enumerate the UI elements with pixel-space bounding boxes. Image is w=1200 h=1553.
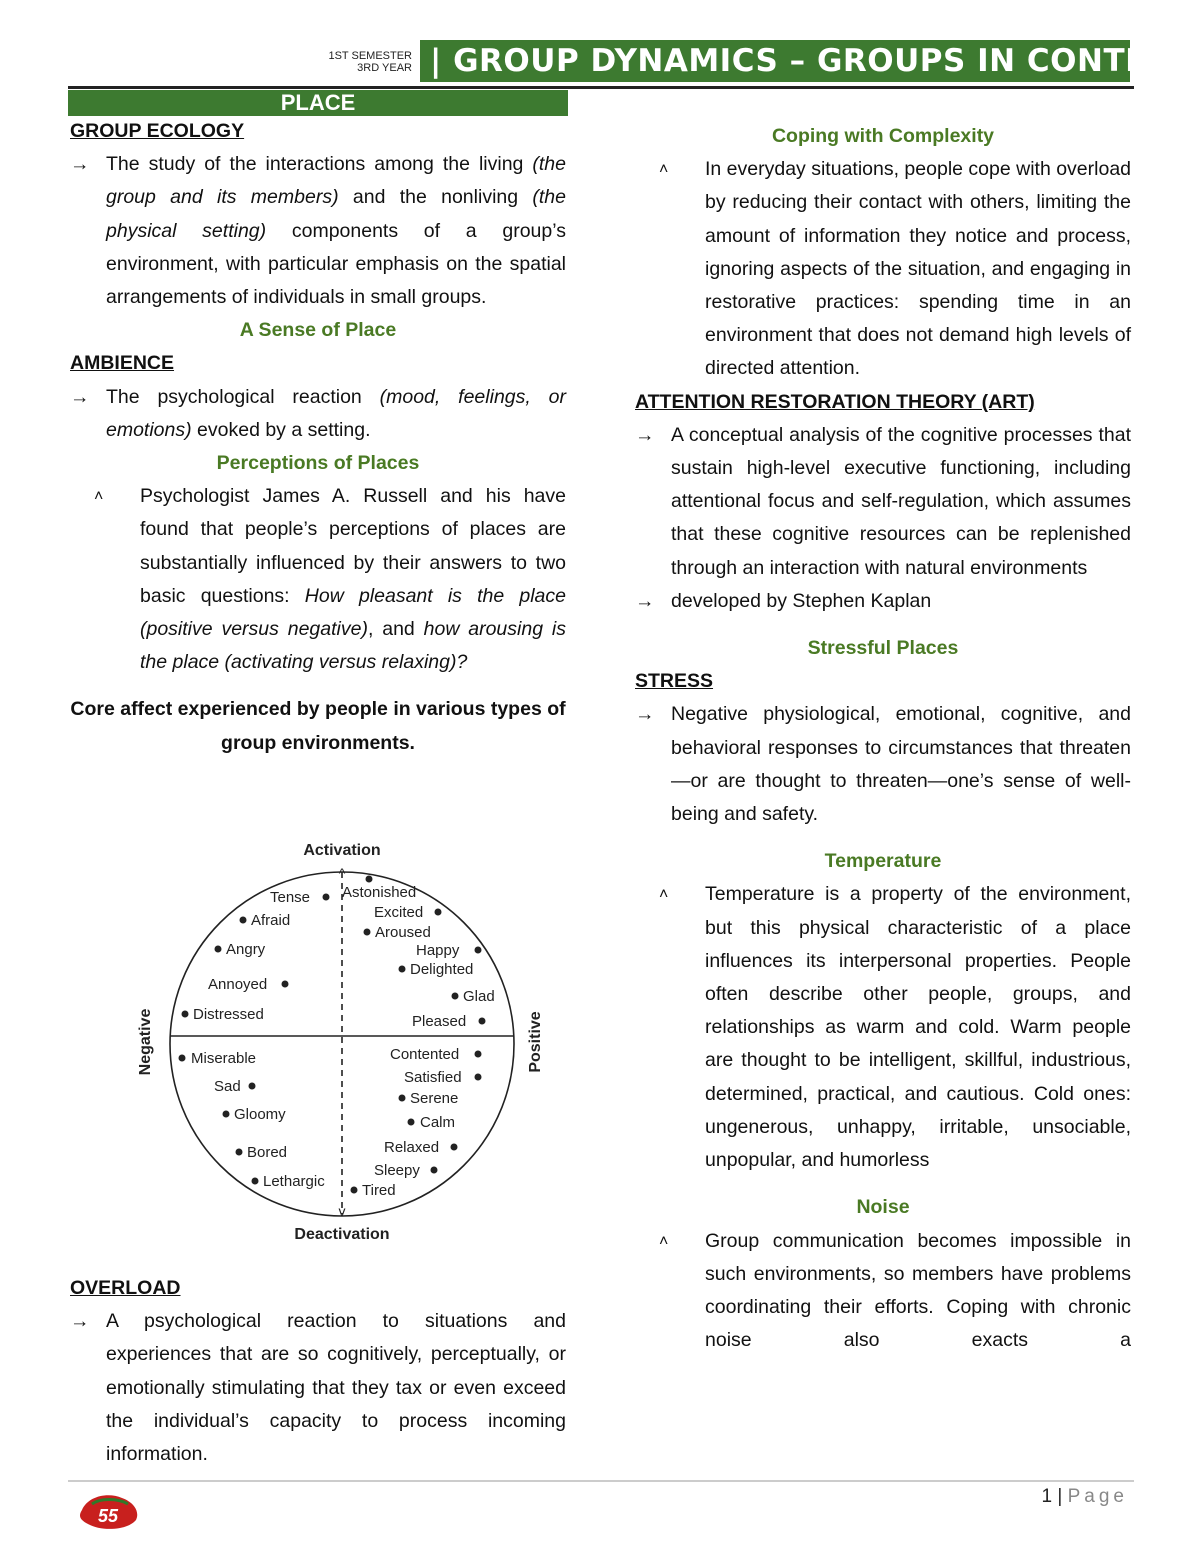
temperature-bullet: ˄ Temperature is a property of the environment, but this physical characteristic of a place influences its interpersonal properties. People often describe other people, groups, and relationships as warm and cold. Warm people are thought to be intelligent, skillful, industrious, determined, practical, and cautious. Cold ones: ungenerous, unhappy, irritable, unsociable, unpopular, and humorless	[635, 878, 1131, 1177]
header-divider	[68, 86, 1134, 89]
label-excited: Excited	[374, 904, 424, 921]
axis-label-positive: Positive	[527, 1011, 544, 1073]
label-sleepy: Sleepy	[374, 1162, 420, 1179]
ambience-heading: AMBIENCE	[70, 352, 175, 375]
label-bored: Bored	[247, 1144, 288, 1161]
stress-heading: STRESS	[635, 670, 714, 693]
core-affect-circumplex	[130, 838, 560, 1250]
label-astonished: Astonished	[342, 884, 417, 901]
label-afraid: Afraid	[251, 912, 291, 929]
overload-definition: → A psychological reaction to situations and experiences that are so cognitively, perceptually, or emotionally stimulating that they tax or even exceed the individual’s capacity to process incoming information.	[70, 1305, 566, 1471]
arrow-icon: →	[70, 1310, 90, 1333]
label-lethargic: Lethargic	[263, 1173, 325, 1190]
arrowhead-bullet-icon: ˄	[659, 1232, 669, 1250]
label-tense: Tense	[270, 889, 311, 906]
arrow-icon: →	[635, 703, 655, 726]
label-relaxed: Relaxed	[384, 1139, 440, 1156]
art-definition: → A conceptual analysis of the cognitive processes that sustain high-level executive functioning, including attentional focus and self-regulation, which assumes that these cognitive resources can be replenished through an interaction with natural environments	[635, 419, 1131, 585]
label-pleased: Pleased	[412, 1013, 467, 1030]
label-satisfied: Satisfied	[404, 1069, 462, 1086]
perceptions-heading: Perceptions of Places	[216, 452, 420, 475]
label-calm: Calm	[420, 1114, 456, 1131]
arrowhead-bullet-icon: ˄	[659, 886, 669, 904]
sense-of-place-heading: A Sense of Place	[239, 319, 397, 342]
stressful-places-heading: Stressful Places	[807, 637, 959, 660]
label-aroused: Aroused	[375, 924, 431, 941]
logo-icon	[78, 1490, 144, 1532]
label-angry: Angry	[226, 941, 266, 958]
art-heading: ATTENTION RESTORATION THEORY (ART)	[635, 390, 1035, 413]
label-serene: Serene	[410, 1090, 459, 1107]
group-ecology-definition: → The study of the interactions among the living (the group and its members) and the nonliving (the physical setting) components of a group’s environment, with particular emphasis on the spatial arrangements of individuals in small groups.	[70, 148, 566, 314]
place-banner: PLACE	[68, 90, 568, 116]
arrow-icon: →	[70, 385, 90, 408]
arrowhead-bullet-icon: ˄	[94, 488, 104, 506]
noise-bullet: ˄ Group communication becomes impossible in such environments, so members have problems coordinating their efforts. Coping with chronic noise also exacts a	[635, 1225, 1131, 1358]
label-happy: Happy	[416, 942, 460, 959]
arrowhead-bullet-icon: ˄	[659, 161, 669, 179]
year-text: 3RD YEAR	[357, 62, 412, 74]
circumplex-circle	[170, 872, 514, 1216]
document-title: | GROUP DYNAMICS – GROUPS IN CONTEXT	[430, 43, 1193, 79]
arrow-icon: →	[70, 153, 90, 176]
label-tired: Tired	[362, 1182, 396, 1199]
axis-label-activation: Activation	[303, 842, 381, 859]
figure-caption: Core affect experienced by people in various types of group environments.	[70, 698, 566, 754]
overload-section	[70, 1272, 566, 1471]
coping-bullet: ˄ In everyday situations, people cope with overload by reducing their contact with others, limiting the amount of information they notice and process, ignoring aspects of the situation, and engaging in restorative practices: spending time in an environment that does not demand high levels of directed attention.	[635, 153, 1131, 385]
label-distressed: Distressed	[193, 1006, 264, 1023]
label-gloomy: Gloomy	[234, 1106, 286, 1123]
overload-heading: OVERLOAD	[70, 1277, 181, 1299]
svg-text:55: 55	[98, 1506, 119, 1526]
semester-year-label	[300, 50, 412, 74]
footer-divider	[68, 1480, 1134, 1482]
label-sad: Sad	[214, 1078, 241, 1095]
right-column	[635, 120, 1131, 1357]
coping-heading: Coping with Complexity	[771, 125, 995, 147]
stress-definition: → Negative physiological, emotional, cognitive, and behavioral responses to circumstances that threaten—or are thought to threaten—one’s sense of well-being and safety.	[635, 698, 1131, 831]
ambience-definition: → The psychological reaction (mood, feelings, or emotions) evoked by a setting.	[70, 381, 566, 447]
perceptions-bullet: ˄ Psychologist James A. Russell and his have found that people’s perceptions of places are substantially influenced by their answers to two basic questions: How pleasant is the place (positive versus negative), and how arousing is the place (activating versus relaxing)?	[70, 480, 566, 679]
page-number: 1 | Page	[1041, 1486, 1128, 1507]
axis-label-deactivation: Deactivation	[294, 1226, 390, 1243]
arrow-icon: →	[635, 423, 655, 446]
label-contented: Contented	[390, 1046, 460, 1063]
label-glad: Glad	[463, 988, 495, 1005]
up-arrow-icon: ^	[338, 865, 346, 881]
core-affect-figure	[130, 838, 560, 1250]
group-ecology-heading: GROUP ECOLOGY	[70, 120, 245, 142]
temperature-heading: Temperature	[824, 850, 942, 873]
down-arrow-icon: v	[338, 1203, 346, 1219]
arrow-icon: →	[635, 589, 655, 612]
semester-text: 1ST SEMESTER	[328, 50, 412, 62]
axis-label-negative: Negative	[137, 1008, 154, 1076]
label-delighted: Delighted	[410, 961, 474, 978]
art-developer: → developed by Stephen Kaplan	[635, 585, 1131, 618]
label-annoyed: Annoyed	[208, 976, 268, 993]
left-column	[70, 115, 566, 760]
label-miserable: Miserable	[191, 1050, 257, 1067]
noise-heading: Noise	[856, 1196, 910, 1219]
